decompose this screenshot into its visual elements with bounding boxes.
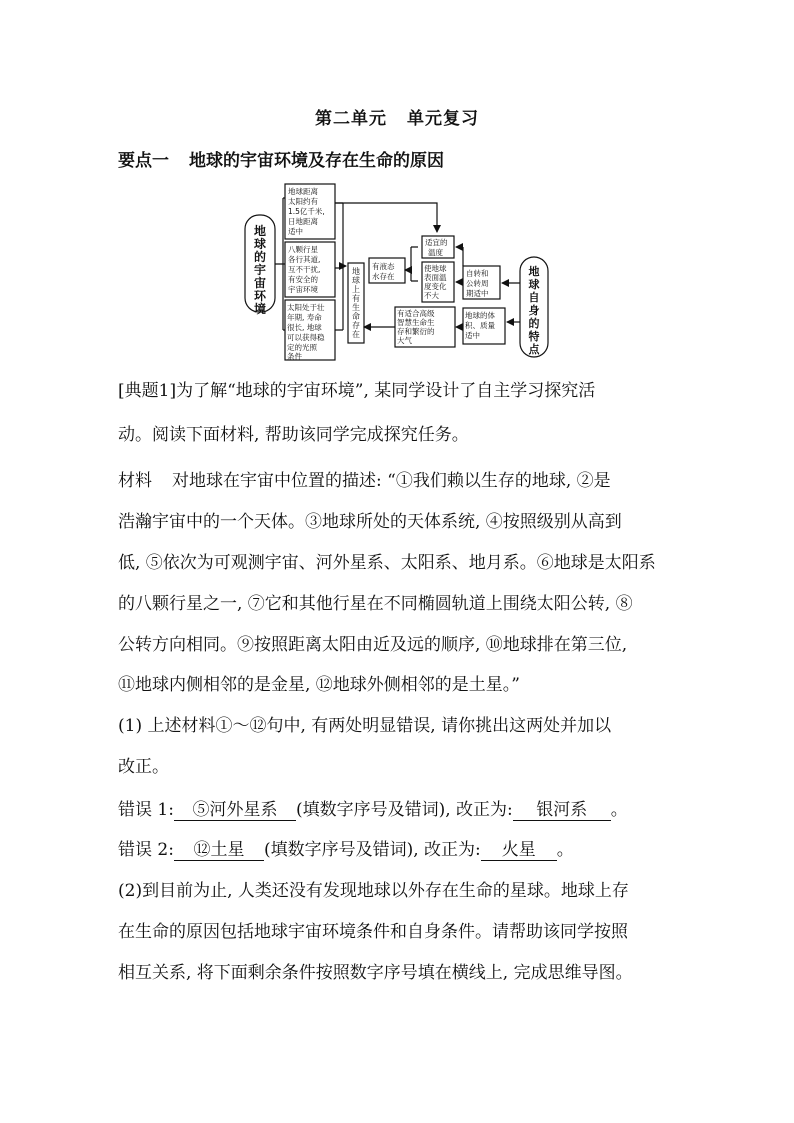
left-label-char: 宙 (253, 276, 267, 290)
material-label: 材料 (118, 471, 152, 491)
right-label-char: 点 (528, 343, 540, 356)
error2-instruction: (填数字序号及错词), 改正为: (263, 840, 481, 860)
box3-line: 条件 (287, 352, 302, 361)
rotation-line: 公转周 (466, 279, 489, 288)
surface-line: 表面温 (424, 273, 447, 282)
material-line2: 浩瀚宇宙中的一个天体。③地球所处的天体系统, ④按照级别从高到 (118, 512, 622, 532)
temp-line: 适宜的 (425, 238, 448, 247)
right-label-char: 的 (528, 317, 540, 330)
center-char: 上 (352, 285, 360, 294)
atmos-line: 智慧生命生 (397, 318, 435, 327)
question-intro-line1: [典题1]为了解“地球的宇宙环境”, 某同学设计了自主学习探究活 (118, 381, 596, 401)
right-label-char: 自 (528, 291, 540, 304)
right-label-char: 球 (528, 278, 540, 291)
left-label-char: 环 (253, 289, 267, 303)
left-label-char: 境 (253, 302, 267, 316)
material-line3: 低, ⑤依次为可观测宇宙、河外星系、太阳系、地月系。⑥地球是太阳系 (118, 553, 656, 573)
water-line: 水存在 (372, 272, 395, 281)
q2-line1: (2)到目前为止, 人类还没有发现地球以外存在生命的星球。地球上存 (118, 881, 629, 901)
surface-line: 不大 (424, 291, 439, 300)
atmos-line: 大气 (397, 336, 412, 345)
title-unit: 第二单元 (315, 109, 387, 129)
material-text: 对地球在宇宙中位置的描述: “①我们赖以生存的地球, ②是 (172, 471, 611, 491)
center-char: 有 (352, 294, 360, 303)
atmos-line: 有适合高级 (397, 309, 435, 318)
box2-line: 各行其道, (288, 255, 321, 264)
center-char: 在 (352, 330, 360, 339)
q1-line2: 改正。 (118, 757, 169, 777)
error1-answer: ⑤河外星系 (174, 795, 296, 821)
error2-label: 错误 2: (118, 840, 174, 860)
title-review: 单元复习 (407, 109, 479, 129)
box1-line: 太阳约有 (288, 197, 318, 206)
mass-line: 地球的体 (465, 311, 495, 320)
box2-line: 有安全的 (288, 275, 318, 284)
right-label-char: 特 (528, 330, 540, 343)
center-char: 生 (352, 303, 360, 312)
right-label-char: 地 (528, 265, 540, 278)
rotation-line: 自转和 (466, 269, 489, 278)
box3-line: 定的光照 (287, 343, 317, 352)
center-char: 存 (352, 321, 360, 330)
section-label: 要点一 (118, 151, 169, 171)
box3-line: 可以获得稳 (287, 333, 325, 342)
error2-correction: 火星 (481, 835, 557, 861)
rotation-line: 期适中 (466, 289, 489, 298)
box2-line: 互不干扰, (288, 265, 321, 274)
box1-line: 1.5亿千米, (288, 207, 325, 216)
box1-line: 日地距离 (288, 217, 318, 226)
q1-line1: (1) 上述材料①～⑫句中, 有两处明显错误, 请你挑出这两处并加以 (118, 716, 612, 736)
error1-end: 。 (610, 800, 628, 820)
section-title: 地球的宇宙环境及存在生命的原因 (189, 151, 444, 171)
center-char: 球 (352, 276, 360, 285)
error2-line (118, 835, 574, 861)
atmos-line: 存和繁衍的 (397, 327, 435, 336)
q2-line2: 在生命的原因包括地球宇宙环境条件和自身条件。请帮助该同学按照 (118, 922, 628, 942)
mass-line: 积、质量 (465, 321, 495, 330)
error1-instruction: (填数字序号及错词), 改正为: (295, 800, 513, 820)
water-line: 有液态 (372, 262, 395, 271)
error2-end: 。 (556, 840, 574, 860)
left-label-char: 地 (253, 224, 267, 238)
error2-answer: ⑫土星 (174, 835, 264, 861)
material-line5: 公转方向相同。⑨按照距离太阳由近及远的顺序, ⑩地球排在第三位, (118, 635, 628, 655)
material-line4: 的八颗行星之一, ⑦它和其他行星在不同椭圆轨道上围绕太阳公转, ⑧ (118, 594, 633, 614)
material-line1 (118, 466, 611, 491)
left-label-char: 的 (253, 250, 267, 264)
surface-line: 度变化 (424, 282, 447, 291)
error1-line (118, 795, 628, 821)
left-label-text (254, 223, 267, 316)
box2-line: 宇宙环境 (288, 285, 318, 294)
box1-line: 地球距离 (288, 187, 318, 196)
box3-line: 太阳处于壮 (287, 303, 325, 312)
right-label-char: 身 (528, 304, 540, 317)
center-char: 地 (352, 267, 360, 276)
error1-label: 错误 1: (118, 800, 174, 820)
mind-map-diagram (0, 0, 794, 370)
left-label-char: 宇 (253, 263, 267, 277)
mass-line: 适中 (465, 331, 480, 340)
box1-line: 适中 (288, 227, 303, 236)
box3-line: 年期, 寿命 (287, 313, 322, 322)
error1-correction: 银河系 (513, 795, 611, 821)
q2-line3: 相互关系, 将下面剩余条件按照数字序号填在横线上, 完成思维导图。 (118, 963, 633, 983)
center-char: 命 (352, 312, 360, 321)
left-label-char: 球 (253, 237, 267, 251)
question-intro-line2: 动。阅读下面材料, 帮助该同学完成探究任务。 (118, 425, 469, 445)
box2-line: 八颗行星 (288, 245, 318, 254)
material-line6: ⑪地球内侧相邻的是金星, ⑫地球外侧相邻的是土星。” (118, 675, 520, 695)
box3-line: 很长, 地球 (287, 323, 322, 332)
surface-line: 使地球 (424, 264, 447, 273)
temp-line: 温度 (428, 248, 443, 257)
